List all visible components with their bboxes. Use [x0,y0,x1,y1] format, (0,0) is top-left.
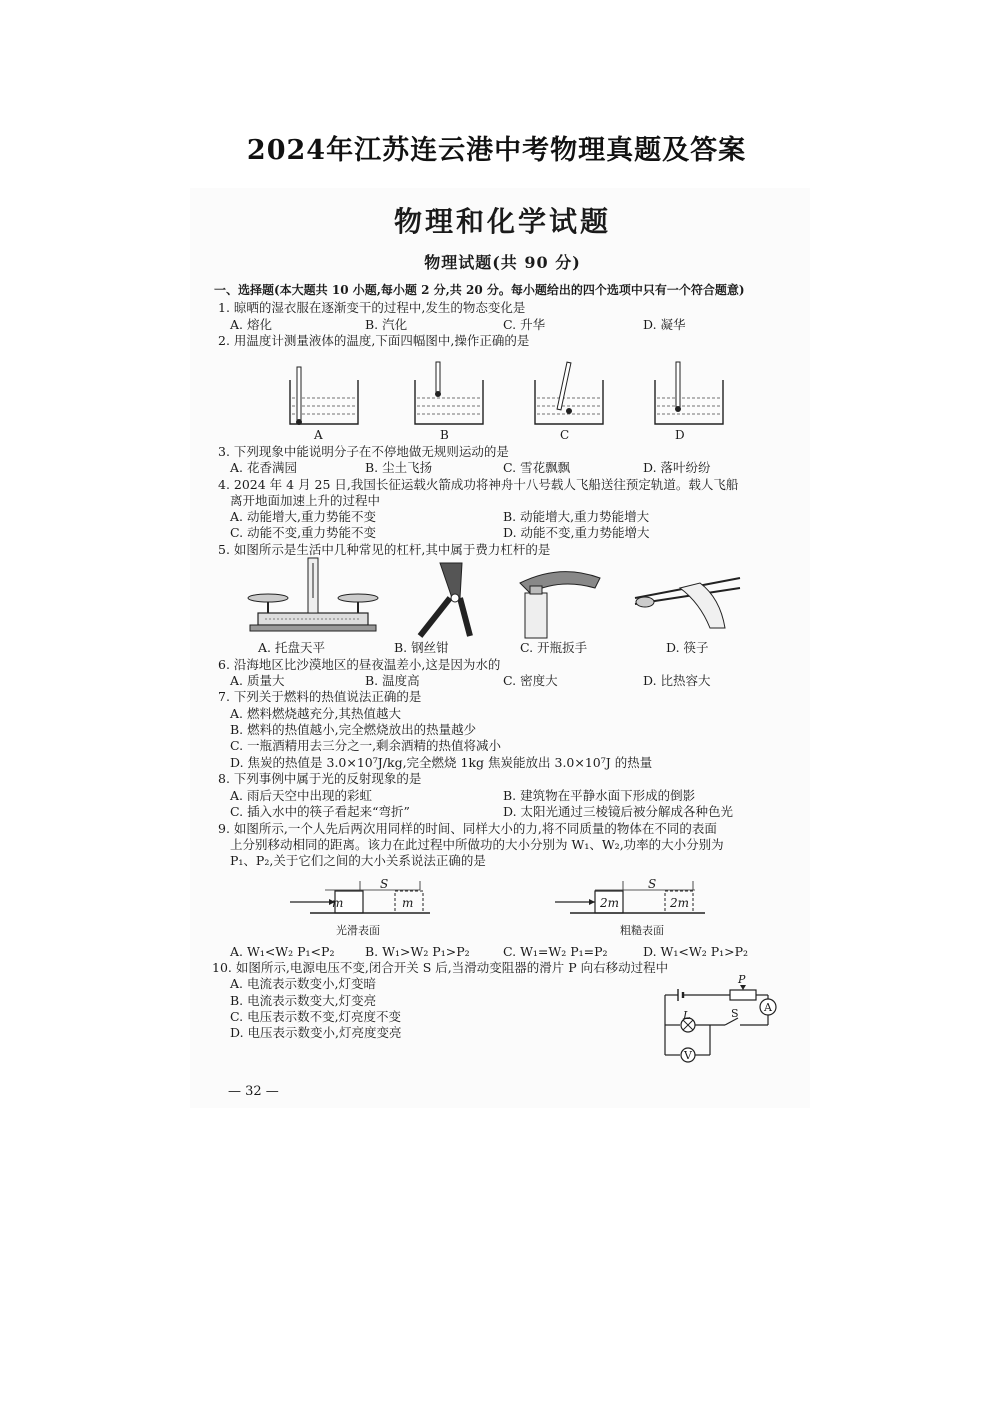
mass-label-smooth: m [332,896,344,910]
circuit-diagram [660,985,800,1065]
question-9-stem-continued: 上分别移动相同的距离。该力在此过程中所做功的大小分别为 W₁、W₂,功率的大小分别为 [230,837,724,852]
question-1-option-c: C. 升华 [503,317,546,332]
question-4-stem-continued: 离开地面加速上升的过程中 [230,493,381,508]
question-10-option-b: B. 电流表示数变大,灯变亮 [230,993,377,1008]
question-6-option-d: D. 比热容大 [643,673,711,688]
question-7-option-b: B. 燃料的热值越小,完全燃烧放出的热量越少 [230,722,477,737]
question-1-option-d: D. 凝华 [643,317,686,332]
smooth-surface-label: 光滑表面 [336,924,380,937]
question-5-option-a: A. 托盘天平 [258,640,325,655]
question-8-option-d: D. 太阳光通过三棱镜后被分解成各种色光 [503,804,734,819]
question-10-option-d: D. 电压表示数变小,灯亮度变亮 [230,1025,402,1040]
question-7-stem: 7. 下列关于燃料的热值说法正确的是 [218,689,422,704]
question-1-stem: 1. 晾晒的湿衣服在逐渐变干的过程中,发生的物态变化是 [218,300,526,315]
figure-label-a: A [314,428,323,442]
question-4-option-a: A. 动能增大,重力势能不变 [230,509,376,524]
question-9-stem-continued-2: P₁、P₂,关于它们之间的大小关系说法正确的是 [230,853,486,868]
beaker-a-figure [290,367,358,425]
question-9-option-d: D. W₁<W₂ P₁>P₂ [643,944,749,959]
question-7-option-d: D. 焦炭的热值是 3.0×10⁷J/kg,完全燃烧 1kg 焦炭能放出 3.0×10⁷J 的热量 [230,755,653,770]
question-9-stem: 9. 如图所示,一个人先后两次用同样的时间、同样大小的力,将不同质量的物体在不同的表面 [218,821,717,836]
question-8-option-c: C. 插入水中的筷子看起来“弯折” [230,804,410,819]
chopsticks-figure [635,578,740,628]
lever-figures [240,558,740,638]
question-1-option-a: A. 熔化 [230,317,272,332]
balance-scale-figure [248,558,378,631]
question-3-option-c: C. 雪花飘飘 [503,460,571,475]
figure-label-c: C [560,428,570,442]
question-6-option-a: A. 质量大 [230,673,285,688]
question-3-option-a: A. 花香满园 [230,460,297,475]
question-3-option-b: B. 尘土飞扬 [365,460,433,475]
question-9-option-b: B. W₁>W₂ P₁>P₂ [365,944,470,959]
question-5-option-b: B. 钢丝钳 [394,640,449,655]
question-10-stem: 10. 如图所示,电源电压不变,闭合开关 S 后,当滑动变阻器的滑片 P 向右移动过程中 [212,960,669,975]
beaker-d-figure [655,362,723,424]
question-6-stem: 6. 沿海地区比沙漠地区的昼夜温差小,这是因为水的 [218,657,501,672]
question-6-option-b: B. 温度高 [365,673,420,688]
question-8-stem: 8. 下列事例中属于光的反射现象的是 [218,771,422,786]
beaker-c-figure [535,362,603,424]
figure-label-d: D [675,428,685,442]
figure-label-b: B [440,428,449,442]
question-8-option-a: A. 雨后天空中出现的彩虹 [230,788,372,803]
question-8-option-b: B. 建筑物在平静水面下形成的倒影 [503,788,696,803]
switch-label: S [731,1007,739,1020]
question-10-option-c: C. 电压表示数不变,灯亮度不变 [230,1009,402,1024]
question-2-stem: 2. 用温度计测量液体的温度,下面四幅图中,操作正确的是 [218,333,530,348]
question-3-stem: 3. 下列现象中能说明分子在不停地做无规则运动的是 [218,444,509,459]
paper-subtitle: 物理试题(共 90 分) [424,253,581,272]
question-9-option-a: A. W₁<W₂ P₁<P₂ [230,944,335,959]
question-5-option-c: C. 开瓶扳手 [520,640,588,655]
voltmeter-label: V [684,1049,692,1062]
question-7-option-a: A. 燃料燃烧越充分,其热值越大 [230,706,401,721]
question-5-option-d: D. 筷子 [666,640,709,655]
question-10-option-a: A. 电流表示数变小,灯变暗 [230,976,376,991]
question-9-option-c: C. W₁=W₂ P₁=P₂ [503,944,608,959]
question-4-option-d: D. 动能不变,重力势能增大 [503,525,650,540]
pliers-figure [420,563,470,636]
question-4-option-c: C. 动能不变,重力势能不变 [230,525,377,540]
paper-title: 物理和化学试题 [393,205,611,238]
ammeter-label: A [764,1001,772,1014]
question-1-option-b: B. 汽化 [365,317,408,332]
rough-surface-label: 粗糙表面 [620,924,664,937]
question-3-option-d: D. 落叶纷纷 [643,460,711,475]
question-6-option-c: C. 密度大 [503,673,558,688]
question-4-option-b: B. 动能增大,重力势能增大 [503,509,650,524]
document-title: 2024年江苏连云港中考物理真题及答案 [246,135,747,166]
distance-label-rough: S [648,877,657,891]
question-5-stem: 5. 如图所示是生活中几种常见的杠杆,其中属于费力杠杆的是 [218,542,551,557]
question-7-option-c: C. 一瓶酒精用去三分之一,剩余酒精的热值将减小 [230,738,502,753]
bottle-opener-figure [520,572,600,638]
question-4-stem: 4. 2024 年 4 月 25 日,我国长征运载火箭成功将神舟十八号载人飞船送往预定轨道。载人飞船 [218,477,739,492]
page-number: — 32 — [228,1084,279,1099]
mass-label-rough-moved: 2m [670,896,690,910]
thermometer-figures [280,362,720,427]
section-heading: 一、选择题(本大题共 10 小题,每小题 2 分,共 20 分。每小题给出的四个选项中只有一个符合题意) [214,283,745,297]
lamp-label: L [683,1009,691,1022]
distance-label-smooth: S [380,877,389,891]
mass-label-rough: 2m [600,896,620,910]
beaker-b-figure [415,362,483,424]
rheostat-slider-label: P [738,973,746,986]
mass-label-smooth-moved: m [402,896,414,910]
